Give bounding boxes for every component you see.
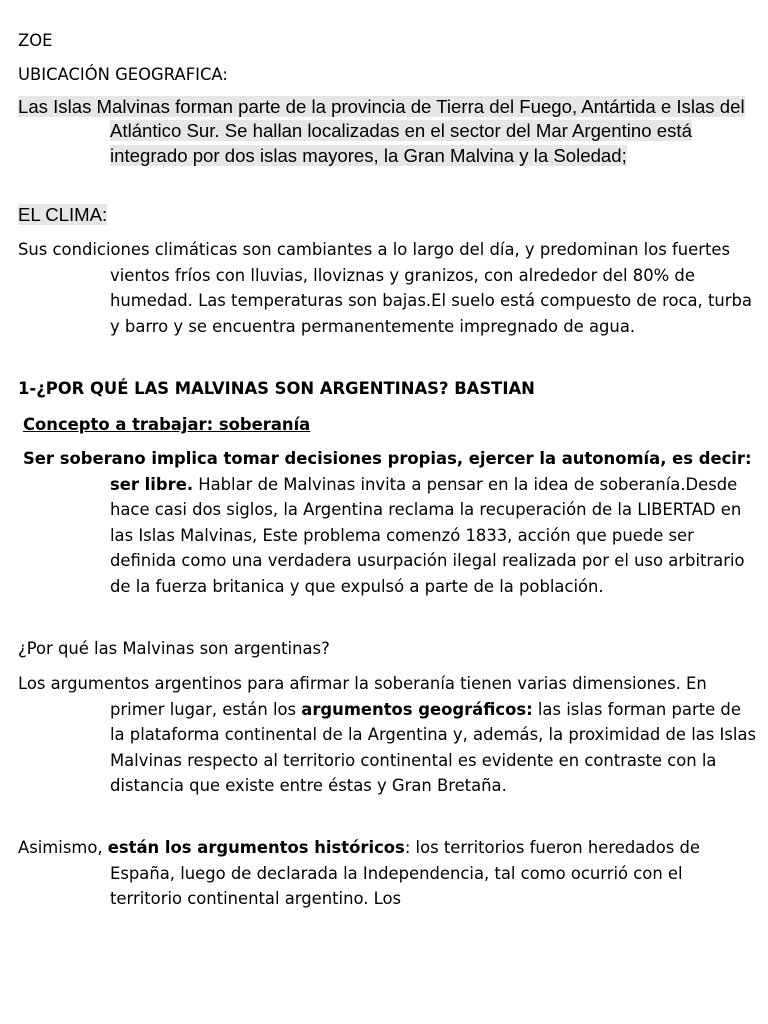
ubicacion-paragraph [18, 95, 760, 168]
ubicacion-text: Las Islas Malvinas forman parte de la provincia de Tierra del Fuego, Antártida e Islas del Atlántico Sur. Se hallan localizadas en el sector del Mar Argentino está integrado por dos islas mayores, la Gran Malvina y la Soledad; [18, 96, 745, 166]
soberania-text: Hablar de Malvinas invita a pensar en la idea de soberanía.Desde hace casi dos siglos, la Argentina reclama la recuperación de la LIBERTAD en las Islas Malvinas, Este problema comenzó 1833, acción que puede ser definida como una verdadera usurpación ilegal realizada por el uso arbitrario de la fuerza britanica y que expulsó a parte de la población. [110, 474, 745, 596]
asimismo-bold: están los argumentos históricos [107, 838, 405, 857]
question-heading: 1-¿POR QUÉ LAS MALVINAS SON ARGENTINAS? BASTIAN [18, 379, 535, 398]
clima-heading [18, 203, 110, 227]
clima-paragraph: Sus condiciones climáticas son cambiantes a lo largo del día, y predominan los fuertes vientos fríos con lluvias, lloviznas y granizos, con alrededor del 80% de humedad. Las temperaturas son bajas.El suelo está compuesto de roca, turba y barro y se encuentra permanentemente impregnado de agua. [18, 240, 752, 336]
args-geo-bold: argumentos geográficos: [301, 699, 533, 719]
args-geo-text: las islas forman parte de la plataforma continental de la Argentina y, además, la proximidad de las Islas Malvinas respecto al territorio continental es evidente en contraste con la distancia que existe entre éstas y Gran Bretaña. [110, 699, 757, 795]
author-name: ZOE [18, 31, 53, 50]
asimismo-text: : los territorios fueron heredados de España, luego de declarada la Independencia, tal como ocurrió con el territorio continental argentino. Los [110, 838, 700, 908]
question-plain: ¿Por qué las Malvinas son argentinas? [18, 639, 330, 658]
args-intro: Los argumentos argentinos para afirmar la soberanía tienen varias dimensiones. En primer lugar, están los [18, 674, 707, 719]
soberania-bold: Ser soberano implica tomar decisiones propias, ejercer la autonomía, es decir: ser libre. [23, 449, 752, 494]
concept-label: Concepto a trabajar: soberanía [23, 415, 311, 434]
ubicacion-label: UBICACIÓN GEOGRAFICA: [18, 65, 228, 84]
asimismo-start: Asimismo, [18, 838, 108, 857]
asimismo-paragraph [18, 835, 758, 912]
clima-heading-text: EL CLIMA: [18, 204, 108, 225]
soberania-paragraph [18, 446, 758, 599]
arguments-paragraph [18, 671, 758, 799]
